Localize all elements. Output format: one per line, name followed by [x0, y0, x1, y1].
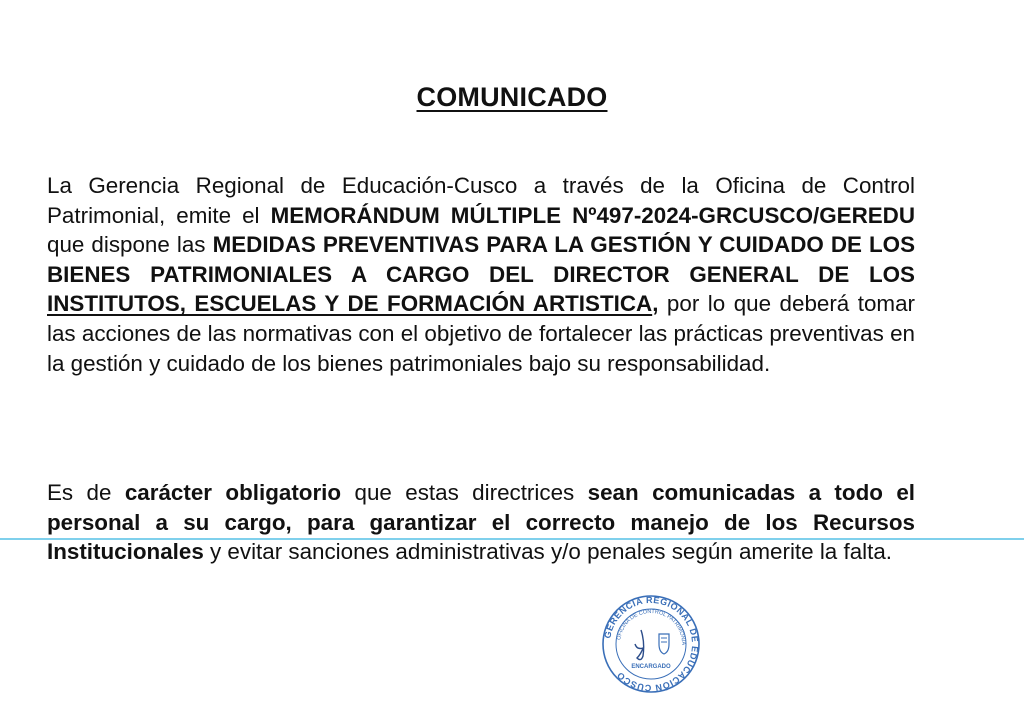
p2-text-1: Es de: [47, 480, 125, 505]
mandatory-text: carácter obligatorio: [124, 480, 342, 505]
document-title: [0, 82, 1024, 113]
svg-text:ENCARGADO: ENCARGADO: [631, 664, 671, 670]
communication-requirement-text: sean comunicadas a todo el personal a su cargo, para garantizar el correcto manejo de los Recursos Institucionales: [47, 480, 915, 565]
svg-text:OFICINA DE CONTROL PATRIMONIAL: OFICINA DE CONTROL PATRIMONIA: [616, 608, 687, 646]
title-text: COMUNICADO: [416, 82, 608, 112]
paragraph-memorandum: [47, 171, 915, 378]
paragraph-obligation: [47, 478, 915, 567]
svg-text:GERENCIA REGIONAL DE EDUCACIÓN: GERENCIA REGIONAL DE EDUCACIÓN CUSCO: [602, 594, 701, 694]
official-seal-stamp: [601, 594, 701, 694]
p1-text-1: La Gerencia Regional de Educación-Cusco a través de la Oficina de Control Patrimonial, emite el: [47, 173, 915, 228]
seal-icon: [601, 594, 701, 694]
p2-text-2: que estas directrices: [341, 480, 588, 505]
p2-text-3: y evitar sanciones administrativas y/o penales según amerite la falta.: [203, 539, 893, 565]
p1-text-3: por lo que deberá tomar las acciones de las normativas con el objetivo de fortalecer las prácticas preventivas en la gestión y cuidado de los bienes patrimoniales bajo su responsabilidad.: [47, 291, 915, 376]
preventive-measures-text: MEDIDAS PREVENTIVAS PARA LA GESTIÓN Y CUIDADO DE LOS BIENES PATRIMONIALES A CARGO DEL DIRECTOR GENERAL DE LOS: [47, 232, 915, 287]
p1-text-2: que dispone las: [47, 232, 213, 258]
institutions-text: INSTITUTOS, ESCUELAS Y DE FORMACIÓN ARTISTICA: [47, 291, 653, 317]
p1-comma: ,: [652, 291, 659, 317]
memorandum-reference: MEMORÁNDUM MÚLTIPLE Nº497-2024-GRCUSCO/GEREDU: [270, 202, 916, 228]
